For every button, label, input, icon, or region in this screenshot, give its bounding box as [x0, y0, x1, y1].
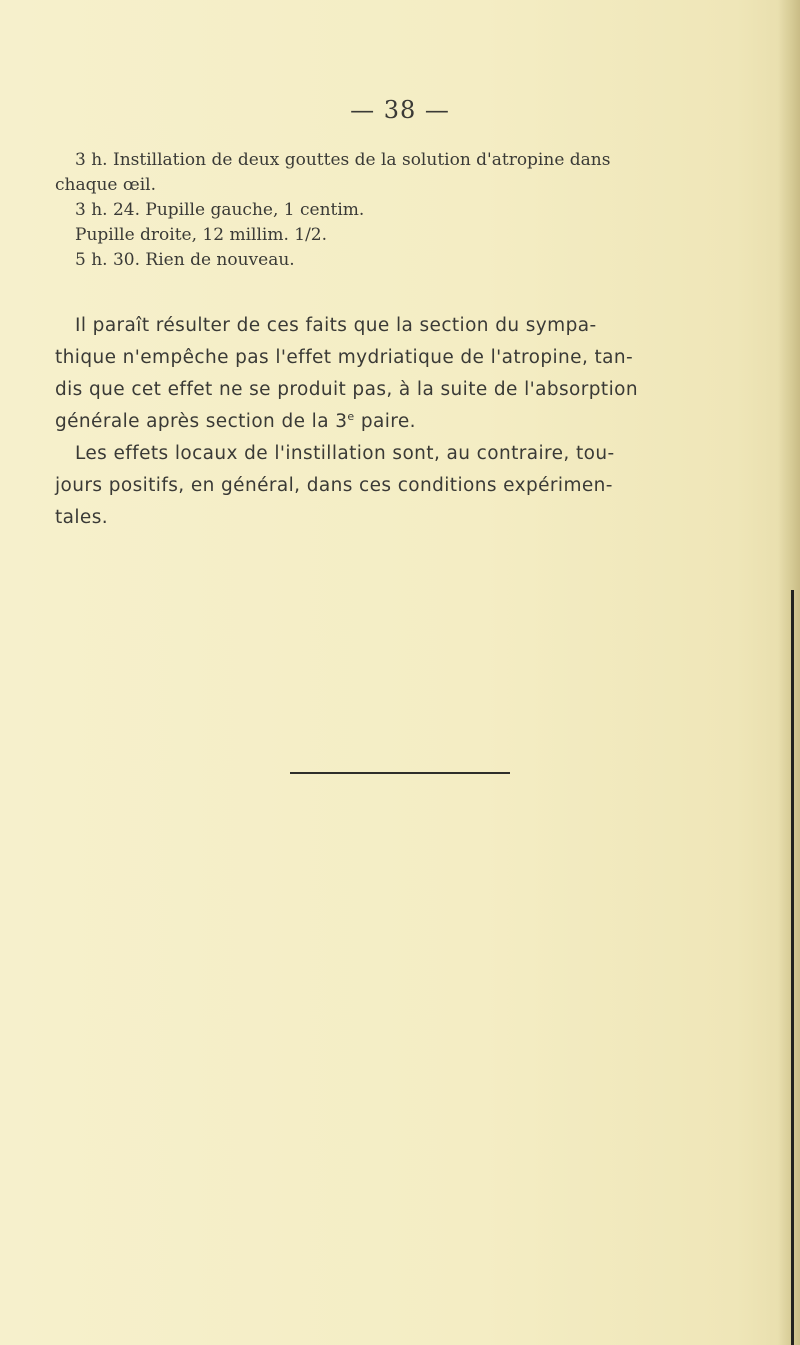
note-line: Pupille droite, 12 millim. 1/2. — [75, 225, 328, 245]
paragraph-text: générale après section de la 3 — [55, 411, 348, 432]
note-line: 5 h. 30. Rien de nouveau. — [75, 250, 295, 270]
page-number: — 38 — — [350, 96, 450, 124]
page-edge-line — [791, 590, 794, 1345]
section-end-rule — [290, 772, 510, 774]
note-line: 3 h. Instillation de deux gouttes de la solution d'atropine dans — [75, 150, 611, 170]
paragraph-line: Les effets locaux de l'instillation sont, au contraire, tou- — [75, 443, 615, 464]
page-edge-shadow — [778, 0, 800, 1345]
note-line: chaque œil. — [55, 175, 156, 195]
body-text — [55, 310, 770, 534]
paragraph-line: tales. — [55, 507, 109, 528]
paragraph-line: Il paraît résulter de ces faits que la section du sympa- — [75, 315, 597, 336]
paragraph-line — [55, 406, 770, 438]
paragraph-line: jours positifs, en général, dans ces conditions expérimen- — [55, 475, 613, 496]
paragraph-line: dis que cet effet ne se produit pas, à la suite de l'absorption — [55, 379, 638, 400]
note-line: 3 h. 24. Pupille gauche, 1 centim. — [75, 200, 365, 220]
paragraph-text: paire. — [354, 411, 416, 432]
observation-notes — [55, 148, 755, 273]
paragraph-line: thique n'empêche pas l'effet mydriatique de l'atropine, tan- — [55, 347, 634, 368]
superscript: e — [347, 409, 355, 423]
